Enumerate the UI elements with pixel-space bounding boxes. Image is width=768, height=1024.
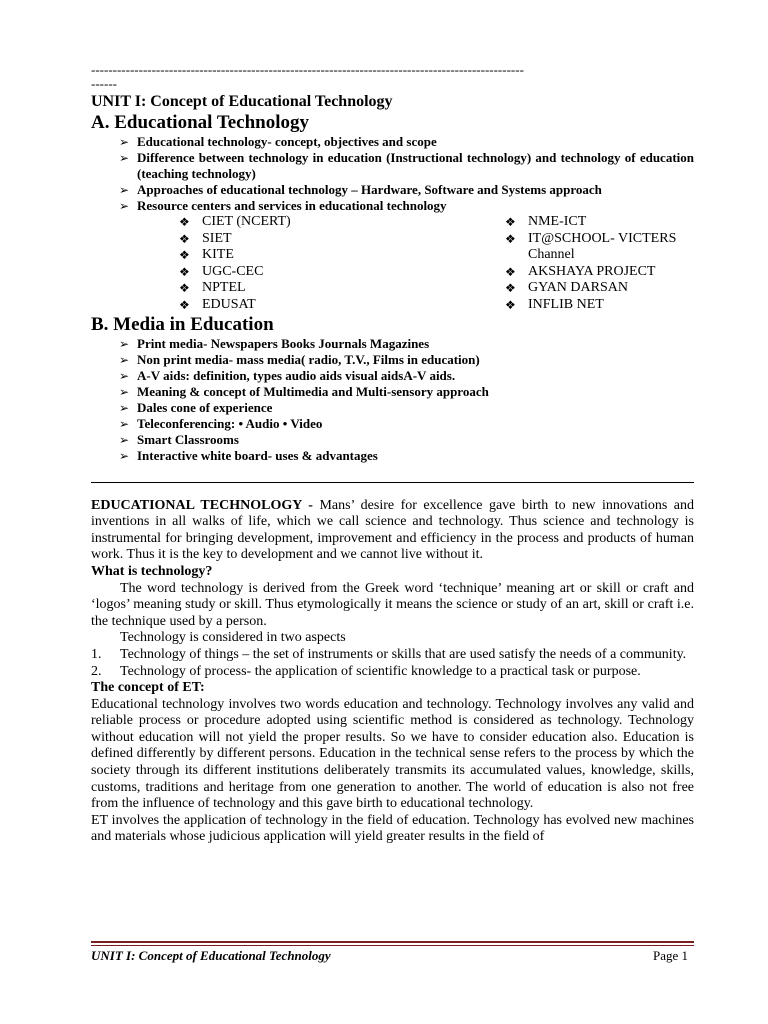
dashed-separator-continuation: ------ xyxy=(91,76,117,91)
list-item: ❖ EDUSAT xyxy=(179,296,256,312)
concept-paragraph: Educational technology involves two words education and technology. Technology involves any valid and reliable process or procedure adopted using scientific method is considered as technology. Technology without education will not yield the proper results. So we have to consider education also. Education is defined differently by different persons. Education in the technical sense refers to the process by which the society through its different institutions deliberately transmits its accumulated values, knowledge, skills, customs, traditions and heritage from one generation to another. The world of education is also not free from the influence of technology and this gave birth to educational technology. xyxy=(91,696,694,812)
arrowhead-bullet-icon: ➢ xyxy=(119,448,130,463)
four-diamond-bullet-icon: ❖ xyxy=(179,231,190,246)
four-diamond-bullet-icon: ❖ xyxy=(505,281,516,296)
unit-title: UNIT I: Concept of Educational Technology xyxy=(91,93,393,110)
list-item: ➢ Teleconferencing: • Audio • Video xyxy=(119,415,323,431)
arrowhead-bullet-icon: ➢ xyxy=(119,135,130,149)
four-diamond-bullet-icon: ❖ xyxy=(505,215,516,229)
list-item: ➢ Meaning & concept of Multimedia and Multi-sensory approach xyxy=(119,383,489,399)
two-aspects-intro: Technology is considered in two aspects xyxy=(120,630,346,646)
aspect-number: 2. xyxy=(91,663,102,679)
arrowhead-bullet-icon: ➢ xyxy=(119,400,130,415)
list-item: ❖ UGC-CEC xyxy=(179,263,264,279)
et-involves-paragraph: ET involves the application of technology in the field of education. Technology has evolved new machines and materials whose judicious application will yield greater results in the field of xyxy=(91,812,694,845)
arrowhead-bullet-icon: ➢ xyxy=(119,151,130,165)
arrowhead-bullet-icon: ➢ xyxy=(119,199,130,213)
arrowhead-bullet-icon: ➢ xyxy=(119,368,130,383)
list-item: ❖ IT@SCHOOL- VICTERS Channel xyxy=(505,230,677,263)
list-item: ➢ Approaches of educational technology – Hardware, Software and Systems approach xyxy=(119,182,602,197)
arrowhead-bullet-icon: ➢ xyxy=(119,416,130,431)
list-item: ➢ Smart Classrooms xyxy=(119,431,239,447)
four-diamond-bullet-icon: ❖ xyxy=(179,297,190,312)
horizontal-divider xyxy=(91,482,694,483)
four-diamond-bullet-icon: ❖ xyxy=(505,297,516,312)
section-b-title: B. Media in Education xyxy=(91,313,274,335)
aspect-number: 1. xyxy=(91,646,102,662)
page-number: Page 1 xyxy=(652,948,688,963)
word-technology-paragraph: The word technology is derived from the Greek word ‘technique’ meaning art or skill or craft and ‘logos’ meaning study or skill. Thus etymologically it means the science or study of an art, skill or craft i.e. the technique used by a person. xyxy=(91,580,694,629)
footer-rule-thin xyxy=(91,945,694,946)
footer-unit-title: UNIT I: Concept of Educational Technology xyxy=(91,948,331,963)
document-page xyxy=(91,62,694,846)
aspect-item-1: 1. Technology of things – the set of instruments or skills that are used satisfy the needs of a community. xyxy=(91,646,687,662)
list-item: ➢ Educational technology- concept, objectives and scope xyxy=(119,134,437,149)
page-footer xyxy=(91,948,694,964)
arrowhead-bullet-icon: ➢ xyxy=(119,432,130,447)
section-a-bullet-list xyxy=(91,134,694,214)
list-item: ❖ NPTEL xyxy=(179,280,246,296)
list-item: ❖ AKSHAYA PROJECT xyxy=(505,263,656,279)
arrowhead-bullet-icon: ➢ xyxy=(119,384,130,399)
dashed-separator: ---------------------------------------------------------------------------------------------------- xyxy=(91,62,524,77)
list-item: ❖ KITE xyxy=(179,247,234,263)
list-item: ❖ SIET xyxy=(179,230,232,246)
four-diamond-bullet-icon: ❖ xyxy=(179,264,190,279)
list-item: ❖ CIET (NCERT) xyxy=(179,214,291,229)
four-diamond-bullet-icon: ❖ xyxy=(505,264,516,279)
arrowhead-bullet-icon: ➢ xyxy=(119,336,130,351)
list-item: ➢ Difference between technology in education (Instructional technology) and technology of education (teaching technology) xyxy=(119,150,694,181)
et-label: EDUCATIONAL TECHNOLOGY - xyxy=(91,497,313,513)
et-intro-paragraph xyxy=(91,498,694,564)
arrowhead-bullet-icon: ➢ xyxy=(119,183,130,197)
resource-column-right xyxy=(505,214,680,314)
list-item: ➢ Interactive white board- uses & advantages xyxy=(119,447,378,463)
list-item: ❖ GYAN DARSAN xyxy=(505,280,628,296)
list-item: ➢ Dales cone of experience xyxy=(119,399,273,415)
list-item: ➢ Print media- Newspapers Books Journals Magazines xyxy=(119,335,430,351)
concept-of-et-heading: The concept of ET: xyxy=(91,680,205,696)
four-diamond-bullet-icon: ❖ xyxy=(179,281,190,296)
four-diamond-bullet-icon: ❖ xyxy=(179,215,190,229)
aspect-item-2: 2. Technology of process- the application of scientific knowledge to a practical task or purpose. xyxy=(91,663,641,679)
list-item: ➢ A-V aids: definition, types audio aids visual aidsA-V aids. xyxy=(119,367,456,383)
list-item: ❖ NME-ICT xyxy=(505,214,587,229)
list-item: ❖ INFLIB NET xyxy=(505,296,604,312)
what-is-technology-heading: What is technology? xyxy=(91,563,213,579)
resource-centers-list xyxy=(91,214,694,314)
section-a-title: A. Educational Technology xyxy=(91,112,310,133)
four-diamond-bullet-icon: ❖ xyxy=(179,248,190,263)
et-intro-text: Mans’ desire for excellence gave birth to new innovations and inventions in all walks of life, which we call science and technology. Thus science and technology is instrumental for bringing development, improvement and efficiency in the process and products of human work. Thus it is the key to development and we cannot live without it. xyxy=(91,497,694,563)
list-item: ➢ Non print media- mass media( radio, T.V., Films in education) xyxy=(119,351,480,367)
section-b-bullet-list xyxy=(91,336,694,464)
four-diamond-bullet-icon: ❖ xyxy=(505,231,516,246)
resource-column-left xyxy=(179,214,505,314)
footer-rule-thick xyxy=(91,941,694,943)
arrowhead-bullet-icon: ➢ xyxy=(119,352,130,367)
list-item: ➢ Resource centers and services in educational technology xyxy=(119,198,447,213)
